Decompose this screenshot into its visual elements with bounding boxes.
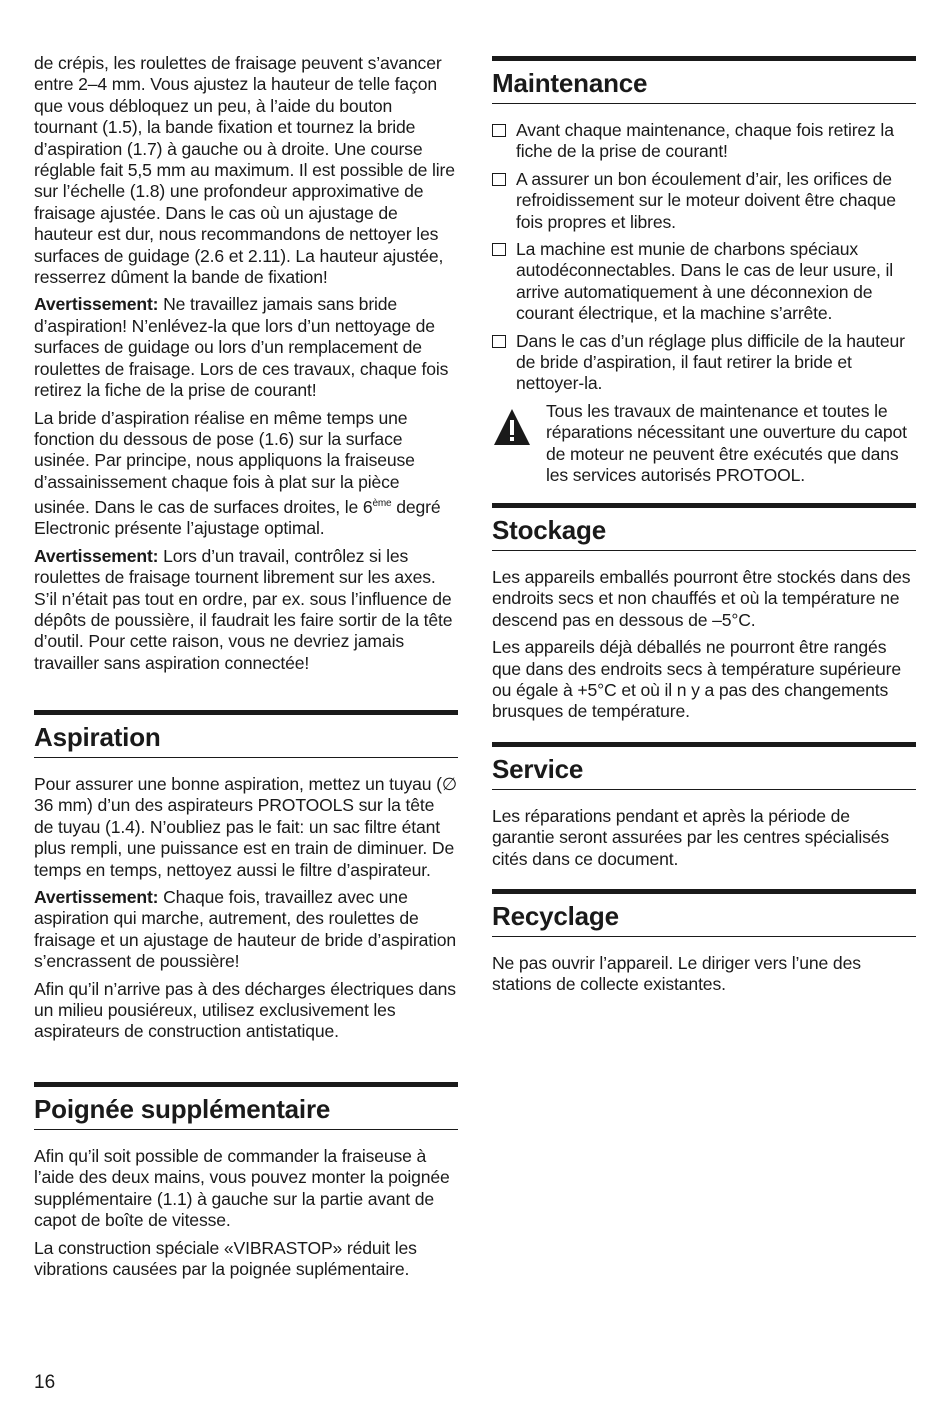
checkbox-icon xyxy=(492,124,506,137)
list-item xyxy=(492,239,916,325)
stockage-paragraph-2: Les appareils déjà déballés ne pourront être rangés que dans des endroits secs à température supérieure ou égale à +5°C et où il n y a pas des changements brusques de température. xyxy=(492,637,901,722)
page-number: 16 xyxy=(34,1372,56,1393)
poignee-paragraph-1: Afin qu’il soit possible de commander la fraiseuse à l’aide des deux mains, vous pouvez monter la poignée supplémentaire (1.1) à gauche sur la partie avant de capot de boîte de vitesse. xyxy=(34,1146,450,1231)
service-paragraph: Les réparations pendant et après la période de garantie seront assurées par les centres spécialisés cités dans ce document. xyxy=(492,806,890,869)
section-heading xyxy=(34,710,458,758)
section-heading xyxy=(492,503,916,551)
warning-text: Chaque fois, travaillez avec une aspiration qui marche, autrement, des roulettes de fraisage et un ajustage de hauteur de bride d’aspiration s’encrassent de poussière! xyxy=(34,887,456,972)
list-item-text: Dans le cas d’un réglage plus difficile de la hauteur de bride d’aspiration, il faut retirer la bride et nettoyer-la. xyxy=(516,330,905,394)
intro-paragraph: de crépis, les roulettes de fraisage peuvent s’avancer entre 2–4 mm. Vous ajustez la hauteur de telle façon que vous débloquez un peu, à l’aide du bouton tournant (1.5), la bande fixation et tournez la bride d’aspiration (1.7) à gauche ou à droite. Une course réglable fait 5,5 mm au maximum. Il est possible de lire sur l’échelle (1.8) une profondeur approximative de fraisage ajustée. Dans le cas où un ajustage de hauteur est dur, nous recommandons de nettoyer les surfaces de guidage (2.6 et 2.11). La hauteur ajustée, resserrez dûment la bande de fixation! xyxy=(34,53,455,288)
section-heading xyxy=(34,1082,458,1130)
section-stockage xyxy=(492,503,916,729)
warning-text: Tous les travaux de maintenance et toutes le réparations nécessitant une ouverture du capot de moteur ne peuvent être exécutés que dans les services autorisés PROTOOL. xyxy=(546,400,907,486)
section-title: Recyclage xyxy=(492,901,619,931)
poignee-paragraph-2: La construction spéciale «VIBRASTOP» réduit les vibrations causées par la poignée suplémentaire. xyxy=(34,1237,417,1280)
bride-text-b: degré Electronic présente l’ajustage optimal. xyxy=(34,496,441,539)
list-item xyxy=(492,169,916,233)
section-title: Maintenance xyxy=(492,68,648,98)
list-item xyxy=(492,331,916,395)
section-title: Stockage xyxy=(492,515,607,545)
recyclage-paragraph: Ne pas ouvrir l’appareil. Le diriger vers l’une des stations de collecte existantes. xyxy=(492,953,861,995)
checkbox-icon xyxy=(492,335,506,348)
section-maintenance xyxy=(492,56,916,487)
section-heading xyxy=(492,56,916,104)
section-title: Poignée supplémentaire xyxy=(34,1094,331,1124)
section-poignee xyxy=(34,1082,458,1286)
section-service xyxy=(492,742,916,876)
checkbox-icon xyxy=(492,243,506,256)
bride-paragraph xyxy=(34,408,458,540)
section-title: Service xyxy=(492,754,584,784)
aspiration-paragraph-3: Afin qu’il n’arrive pas à des décharges électriques dans un milieu pousiéreux, utilisez exclusivement les aspirateurs de construction antistatique. xyxy=(34,978,456,1042)
warning-text: Lors d’un travail, contrôlez si les roulettes de fraisage tournent librement sur les axes. S’il n’était pas tout en ordre, par ex. sous l’influence de dépôts de poussière, il faudrait les faire sortir de la tête d’outil. Pour cette raison, vous ne devriez jamais travailler sans aspiration connectée! xyxy=(34,545,453,673)
maintenance-warning xyxy=(492,401,916,487)
list-item-text: A assurer un bon écoulement d’air, les orifices de refroidissement sur le moteur doivent être chaque fois propres et libres. xyxy=(516,168,896,232)
section-heading xyxy=(492,742,916,790)
aspiration-warning xyxy=(34,887,458,973)
bride-text-a: La bride d’aspiration réalise en même temps une fonction du dessous de pose (1.6) sur la surface usinée. Par principe, nous appliquons la fraiseuse d’assainissement chaque fois à plat sur la pièce usinée. Dans le cas de surfaces droites, le 6 xyxy=(34,407,415,517)
section-aspiration xyxy=(34,710,458,1049)
bride-superscript: ème xyxy=(372,498,392,510)
warning-label: Avertissement: xyxy=(34,294,159,315)
section-title: Aspiration xyxy=(34,722,161,752)
aspiration-paragraph-1: Pour assurer une bonne aspiration, mettez un tuyau (∅ 36 mm) d’un des aspirateurs PROTOOLS sur la tête de tuyau (1.4). N’oubliez pas le fait: un sac filtre étant plus rempli, une puissance est en train de diminuer. De temps en temps, nettoyez aussi le filtre d’aspirateur. xyxy=(34,774,458,880)
section-recyclage xyxy=(492,889,916,1002)
warning-triangle-icon xyxy=(492,401,546,487)
warning-label: Avertissement: xyxy=(34,545,159,566)
stockage-paragraph-1: Les appareils emballés pourront être stockés dans des endroits secs et non chauffés et où la température ne descend pas en dessous de –5°C. xyxy=(492,567,911,630)
warning-text: Ne travaillez jamais sans bride d’aspiration! N’enlévez-la que lors d’un nettoyage de surfaces de guidage ou lors d’un remplacement de roulettes de fraisage. Lors de ces travaux, chaque fois retirez la fiche de la prise de courant! xyxy=(34,294,449,401)
list-item-text: Avant chaque maintenance, chaque fois retirez la fiche de la prise de courant! xyxy=(516,120,894,162)
checkbox-icon xyxy=(492,173,506,186)
list-item-text: La machine est munie de charbons spéciaux autodéconnectables. Dans le cas de leur usure, il arrive automatiquement à une déconnexion de courant électrique, et la machine s’arrête. xyxy=(516,239,894,324)
left-top-text xyxy=(34,53,458,680)
section-heading xyxy=(492,889,916,937)
warning-label: Avertissement: xyxy=(34,887,159,908)
warning-paragraph-2 xyxy=(34,546,458,674)
warning-paragraph-1 xyxy=(34,294,458,401)
list-item xyxy=(492,120,916,163)
